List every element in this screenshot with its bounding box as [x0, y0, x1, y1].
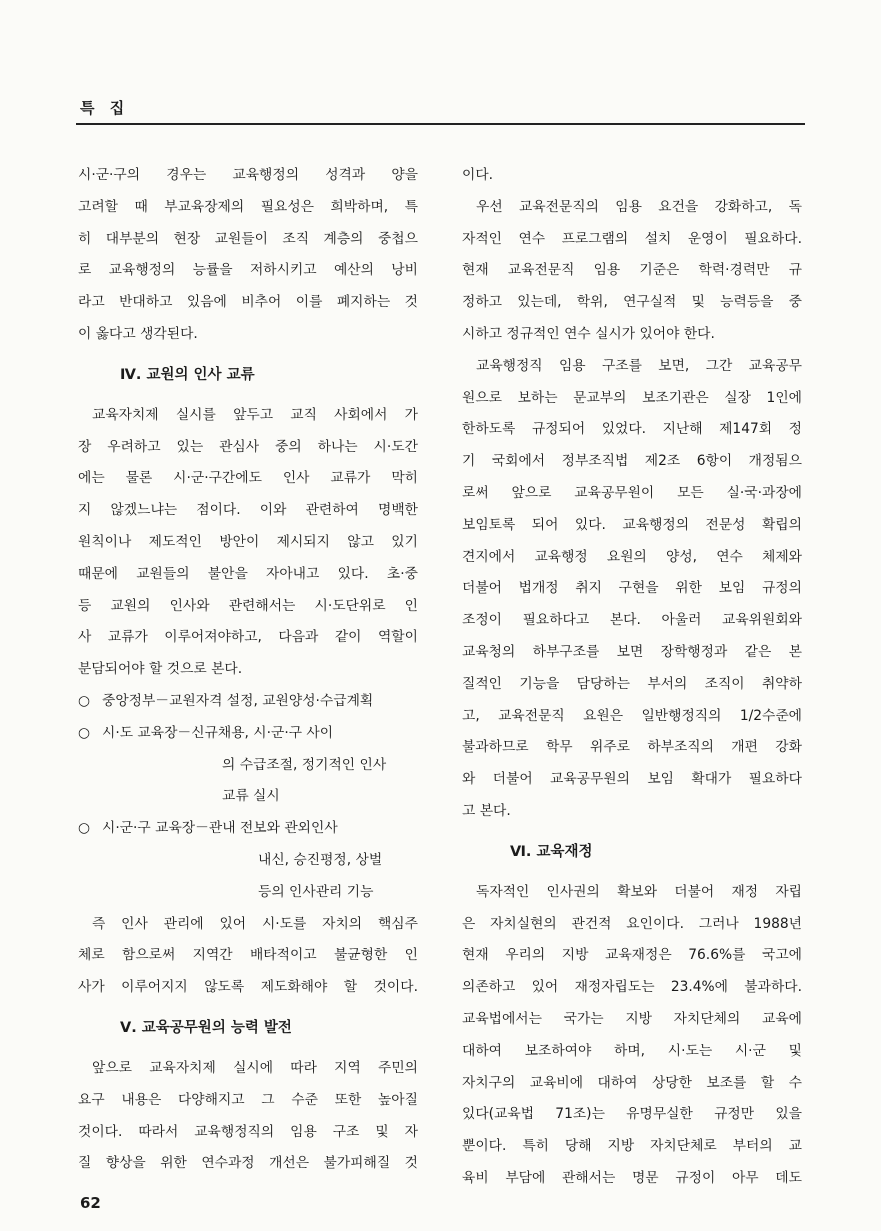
text-line: 로 교육행정의 능률을 저하시키고 예산의 낭비	[78, 262, 418, 279]
list-item	[78, 686, 418, 718]
text-line: 요구 내용은 다양해지고 그 수준 또한 높아질	[78, 1091, 418, 1108]
text-line: 로써 앞으로 교육공무원이 모든 실·국·과장에	[462, 484, 802, 501]
text-line: 있다(교육법 71조)는 유명무실한 규정만 있을	[462, 1106, 802, 1123]
bullet-mark: ○	[78, 724, 91, 741]
section-label: 특 집	[80, 99, 130, 117]
text-line: 조정이 필요하다고 본다. 아울러 교육위원회와	[462, 612, 802, 629]
list-item-text: 중앙정부－교원자격 설정, 교원양성·수급계획	[102, 692, 374, 709]
text-line: 한하도록 규정되어 있었다. 지난해 제147회 정	[462, 421, 802, 438]
text-line: 원으로 보하는 문교부의 보조기관은 실장 1인에	[462, 389, 802, 406]
paragraph	[78, 160, 418, 351]
text-line: 등 교원의 인사와 관련해서는 시·도단위로 인	[78, 597, 418, 614]
list-item	[78, 813, 418, 845]
section-heading: Ⅳ. 교원의 인사 교류	[120, 366, 255, 383]
text-line: 육비 부담에 관해서는 명문 규정이 아무 데도	[462, 1169, 802, 1186]
text-line: 때문에 교원들의 불안을 자아내고 있다. 초·중	[78, 565, 418, 582]
text-line: 시·군·구의 경우는 교육행정의 성격과 양을	[78, 167, 418, 183]
list-item-continuation: 등의 인사관리 기능	[258, 883, 374, 900]
page-number: 62	[80, 1194, 101, 1212]
text-line: 보임토록 되어 있다. 교육행정의 전문성 확립의	[462, 516, 802, 533]
left-column	[78, 160, 418, 1180]
text-line: 견지에서 교육행정 요원의 양성, 연수 체제와	[462, 548, 802, 565]
text-line: 이 옳다고 생각된다.	[78, 325, 198, 342]
text-line: 와 더불어 교육공무원의 보임 확대가 필요하다	[462, 771, 802, 788]
text-line: 의존하고 있어 재정자립도는 23.4%에 불과하다.	[462, 979, 802, 996]
text-line: 시하고 정규적인 연수 실시가 있어야 한다.	[462, 325, 715, 342]
header-rule	[76, 123, 805, 125]
text-line: 즉 인사 관리에 있어 시·도를 자치의 핵심주	[92, 915, 418, 932]
paragraph	[462, 351, 802, 828]
text-line: 뿐이다. 특히 당해 지방 자치단체로 부터의 교	[462, 1138, 802, 1155]
text-line: 고려할 때 부교육장제의 필요성은 희박하며, 특	[78, 198, 418, 215]
list-item-text: 시·군·구 교육장－관내 전보와 관외인사	[102, 820, 338, 837]
text-line: 고 본다.	[462, 802, 511, 819]
paragraph	[462, 877, 802, 1195]
text-line: 고, 교육전문직 요원은 일반행정직의 1/2수준에	[462, 707, 802, 724]
text-line: 앞으로 교육자치제 실시에 따라 지역 주민의	[92, 1059, 418, 1076]
text-line: 사가 이루어지지 않도록 제도화해야 할 것이다.	[78, 979, 418, 996]
text-line: 더불어 법개정 취지 구현을 위한 보임 규정의	[462, 580, 802, 597]
text-line: 이다.	[462, 167, 494, 183]
text-line: 체로 함으로써 지역간 배타적이고 불균형한 인	[78, 947, 418, 964]
text-line: 기 국회에서 정부조직법 제2조 6항이 개정됨으	[462, 453, 802, 470]
text-line: 현재 교육전문직 임용 기준은 학력·경력만 규	[462, 262, 802, 279]
text-line: 교육법에서는 국가는 지방 자치단체의 교육에	[462, 1010, 802, 1027]
list-item	[78, 718, 418, 750]
section-heading: Ⅴ. 교육공무원의 능력 발전	[120, 1019, 292, 1036]
text-line: 교육자치제 실시를 앞두고 교직 사회에서 가	[92, 406, 418, 423]
text-line: 은 자치실현의 관건적 요인이다. 그러나 1988년	[462, 915, 802, 932]
text-line: 독자적인 인사권의 확보와 더불어 재정 자립	[476, 883, 802, 900]
list-item-continuation: 교류 실시	[222, 788, 280, 805]
paragraph	[462, 160, 802, 192]
text-line: 라고 반대하고 있음에 비추어 이를 폐지하는 것	[78, 294, 418, 311]
section-heading: Ⅵ. 교육재정	[510, 843, 593, 860]
text-line: 질적인 기능을 담당하는 부서의 조직이 취약하	[462, 675, 802, 692]
text-line: 현재 우리의 지방 교육재정은 76.6%를 국고에	[462, 947, 802, 964]
text-line: 장 우려하고 있는 관심사 중의 하나는 시·도간	[78, 438, 418, 455]
text-line: 에는 물론 시·군·구간에도 인사 교류가 막히	[78, 470, 418, 487]
text-line: 불과하므로 학무 위주로 하부조직의 개편 강화	[462, 739, 802, 756]
text-line: 히 대부분의 현장 교원들이 조직 계층의 중첩으	[78, 230, 418, 247]
right-column	[462, 160, 802, 1195]
text-line: 것이다. 따라서 교육행정직의 임용 구조 및 자	[78, 1123, 418, 1140]
paragraph	[78, 1053, 418, 1180]
paragraph	[78, 909, 418, 1004]
paragraph	[462, 192, 802, 351]
text-line: 자치구의 교육비에 대하여 상당한 보조를 할 수	[462, 1074, 802, 1091]
text-line: 질 향상을 위한 연수과정 개선은 불가피해질 것	[78, 1155, 418, 1172]
bullet-list	[78, 686, 418, 909]
text-line: 자적인 연수 프로그램의 설치 운영이 필요하다.	[462, 230, 802, 247]
text-line: 우선 교육전문직의 임용 요건을 강화하고, 독	[476, 198, 802, 215]
text-line: 사 교류가 이루어져야하고, 다음과 같이 역할이	[78, 629, 418, 646]
paragraph	[78, 400, 418, 686]
text-line: 분담되어야 할 것으로 본다.	[78, 661, 243, 678]
list-item-text: 시·도 교육장－신규채용, 시·군·구 사이	[102, 724, 334, 741]
text-line: 대하여 보조하여야 하며, 시·도는 시·군 및	[462, 1042, 802, 1059]
list-item-continuation: 내신, 승진평정, 상벌	[258, 851, 383, 868]
bullet-mark: ○	[78, 820, 91, 837]
text-line: 교육청의 하부구조를 보면 장학행정과 같은 본	[462, 643, 802, 660]
text-line: 원칙이나 제도적인 방안이 제시되지 않고 있기	[78, 533, 418, 550]
text-line: 교육행정직 임용 구조를 보면, 그간 교육공무	[476, 357, 802, 374]
text-line: 정하고 있는데, 학위, 연구실적 및 능력등을 중	[462, 294, 802, 311]
list-item-continuation: 의 수급조절, 정기적인 인사	[222, 756, 387, 773]
bullet-mark: ○	[78, 692, 91, 709]
text-line: 지 않겠느냐는 점이다. 이와 관련하여 명백한	[78, 502, 418, 519]
